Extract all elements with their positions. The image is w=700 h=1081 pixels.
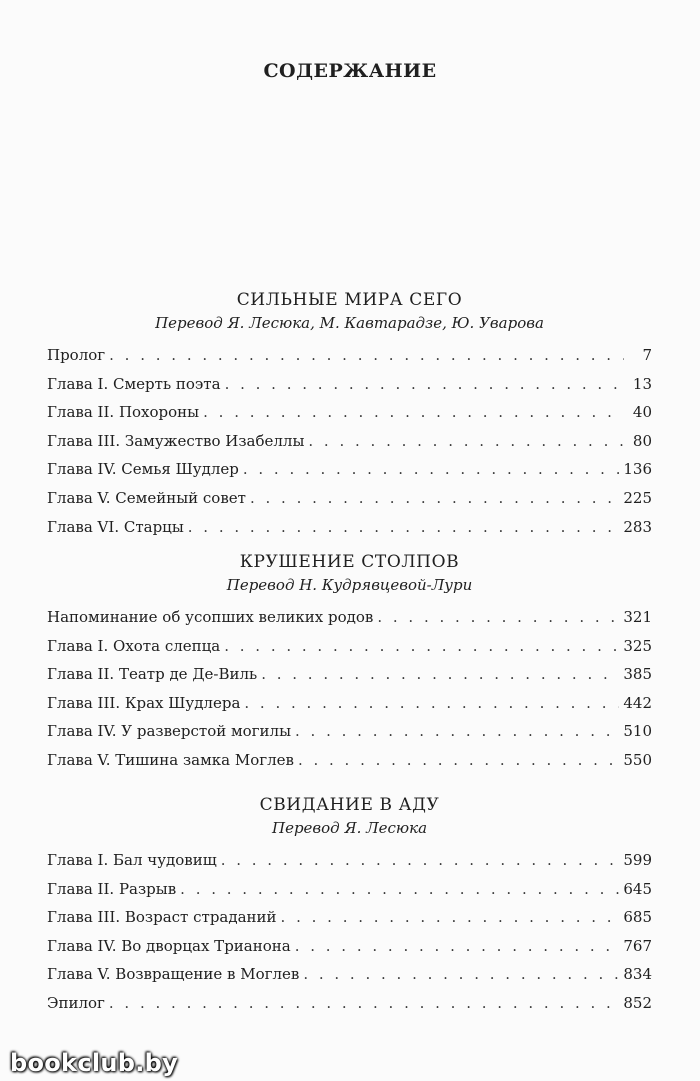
toc-entry-title: Глава IV. У разверстой могилы: [47, 722, 292, 741]
dot-leader: [295, 722, 619, 740]
dot-leader: [109, 994, 619, 1012]
section-title: СИЛЬНЫЕ МИРА СЕГО: [236, 290, 463, 310]
toc-entry-page-number: 385: [623, 665, 652, 684]
section-translator: Перевод Я. Лесюка: [271, 819, 428, 837]
dot-leader: [180, 880, 619, 898]
toc-entry-title: Напоминание об усопших великих родов: [47, 608, 374, 626]
toc-entry-page-number: 645: [623, 879, 652, 898]
toc-list: [47, 851, 652, 1023]
toc-entry-page-number: 225: [623, 488, 652, 507]
dot-leader: [243, 460, 620, 478]
page-title: СОДЕРЖАНИЕ: [263, 60, 437, 82]
toc-entry: [47, 403, 652, 432]
toc-entry-title: Глава IV. Семья Шудлер: [47, 460, 239, 479]
section-title: СВИДАНИЕ В АДУ: [259, 795, 440, 815]
dot-leader: [377, 608, 619, 626]
toc-entry-page-number: 40: [632, 403, 652, 422]
toc-entry-page-number: 7: [642, 346, 652, 364]
toc-entry-title: Глава V. Семейный совет: [47, 488, 246, 507]
dot-leader: [109, 346, 624, 364]
toc-entry-title: Глава IV. Во дворцах Трианона: [47, 936, 291, 955]
toc-list: [47, 346, 652, 546]
toc-entry-title: Глава III. Возраст страданий: [47, 908, 277, 927]
toc-entry: [47, 908, 652, 937]
toc-entry: [47, 937, 652, 966]
toc-entry: [47, 518, 652, 547]
toc-entry-page-number: 852: [623, 993, 652, 1012]
toc-entry-page-number: 550: [623, 750, 652, 769]
dot-leader: [303, 965, 619, 983]
dot-leader: [250, 489, 619, 507]
dot-leader: [224, 637, 619, 655]
toc-entry: [47, 665, 652, 694]
toc-entry: [47, 432, 652, 461]
toc-entry: [47, 608, 652, 637]
toc-entry-page-number: 599: [623, 851, 652, 869]
dot-leader: [308, 432, 624, 450]
dot-leader: [261, 665, 619, 683]
dot-leader: [188, 518, 620, 536]
toc-entry-title: Глава I. Бал чудовищ: [47, 851, 217, 869]
toc-entry-title: Глава V. Возвращение в Моглев: [47, 965, 300, 984]
toc-entry: [47, 851, 652, 880]
toc-entry-page-number: 80: [632, 431, 652, 450]
toc-list: [47, 608, 652, 780]
toc-entry-title: Глава I. Смерть поэта: [47, 374, 221, 393]
toc-entry-title: Глава I. Охота слепца: [47, 636, 221, 655]
dot-leader: [298, 751, 619, 769]
dot-leader: [244, 694, 619, 712]
toc-entry-page-number: 767: [623, 936, 652, 955]
section-silnye-mira-sego: [47, 288, 652, 546]
section-translator: Перевод Я. Лесюка, М. Кавтарадзе, Ю. Уварова: [155, 314, 544, 332]
toc-entry-title: Пролог: [47, 346, 106, 364]
toc-entry-title: Глава II. Похороны: [47, 403, 200, 422]
dot-leader: [295, 937, 620, 955]
toc-entry: [47, 346, 652, 375]
toc-entry-page-number: 685: [623, 908, 652, 927]
toc-entry: [47, 965, 652, 994]
section-translator: Перевод Н. Кудрявцевой-Лури: [226, 576, 473, 594]
toc-entry: [47, 694, 652, 723]
toc-entry: [47, 994, 652, 1023]
site-watermark: bookclub.by: [10, 1049, 179, 1077]
dot-leader: [221, 851, 620, 869]
toc-entry-page-number: 321: [623, 608, 652, 626]
section-svidanie-v-adu: [47, 793, 652, 1023]
dot-leader: [281, 908, 620, 926]
toc-entry-title: Эпилог: [47, 993, 105, 1012]
toc-entry-page-number: 13: [632, 374, 652, 393]
toc-entry-page-number: 442: [623, 693, 652, 712]
toc-entry-page-number: 325: [623, 636, 652, 655]
toc-entry: [47, 637, 652, 666]
toc-entry: [47, 460, 652, 489]
toc-entry: [47, 880, 652, 909]
toc-entry-page-number: 136: [623, 460, 652, 479]
toc-entry-page-number: 283: [623, 517, 652, 536]
toc-entry: [47, 722, 652, 751]
toc-entry-title: Глава VI. Старцы: [47, 517, 184, 536]
toc-entry: [47, 375, 652, 404]
toc-entry: [47, 751, 652, 780]
toc-entry-page-number: 510: [623, 722, 652, 741]
toc-entry: [47, 489, 652, 518]
toc-entry-title: Глава III. Крах Шудлера: [47, 693, 241, 712]
toc-entry-title: Глава II. Разрыв: [47, 879, 177, 898]
toc-entry-title: Глава III. Замужество Изабеллы: [47, 431, 305, 450]
section-krushenie-stolpov: [47, 550, 652, 780]
dot-leader: [225, 375, 624, 393]
dot-leader: [203, 403, 624, 421]
toc-entry-page-number: 834: [623, 965, 652, 984]
section-title: КРУШЕНИЕ СТОЛПОВ: [239, 552, 460, 572]
toc-entry-title: Глава V. Тишина замка Моглев: [47, 750, 294, 769]
toc-entry-title: Глава II. Театр де Де-Виль: [47, 665, 258, 684]
